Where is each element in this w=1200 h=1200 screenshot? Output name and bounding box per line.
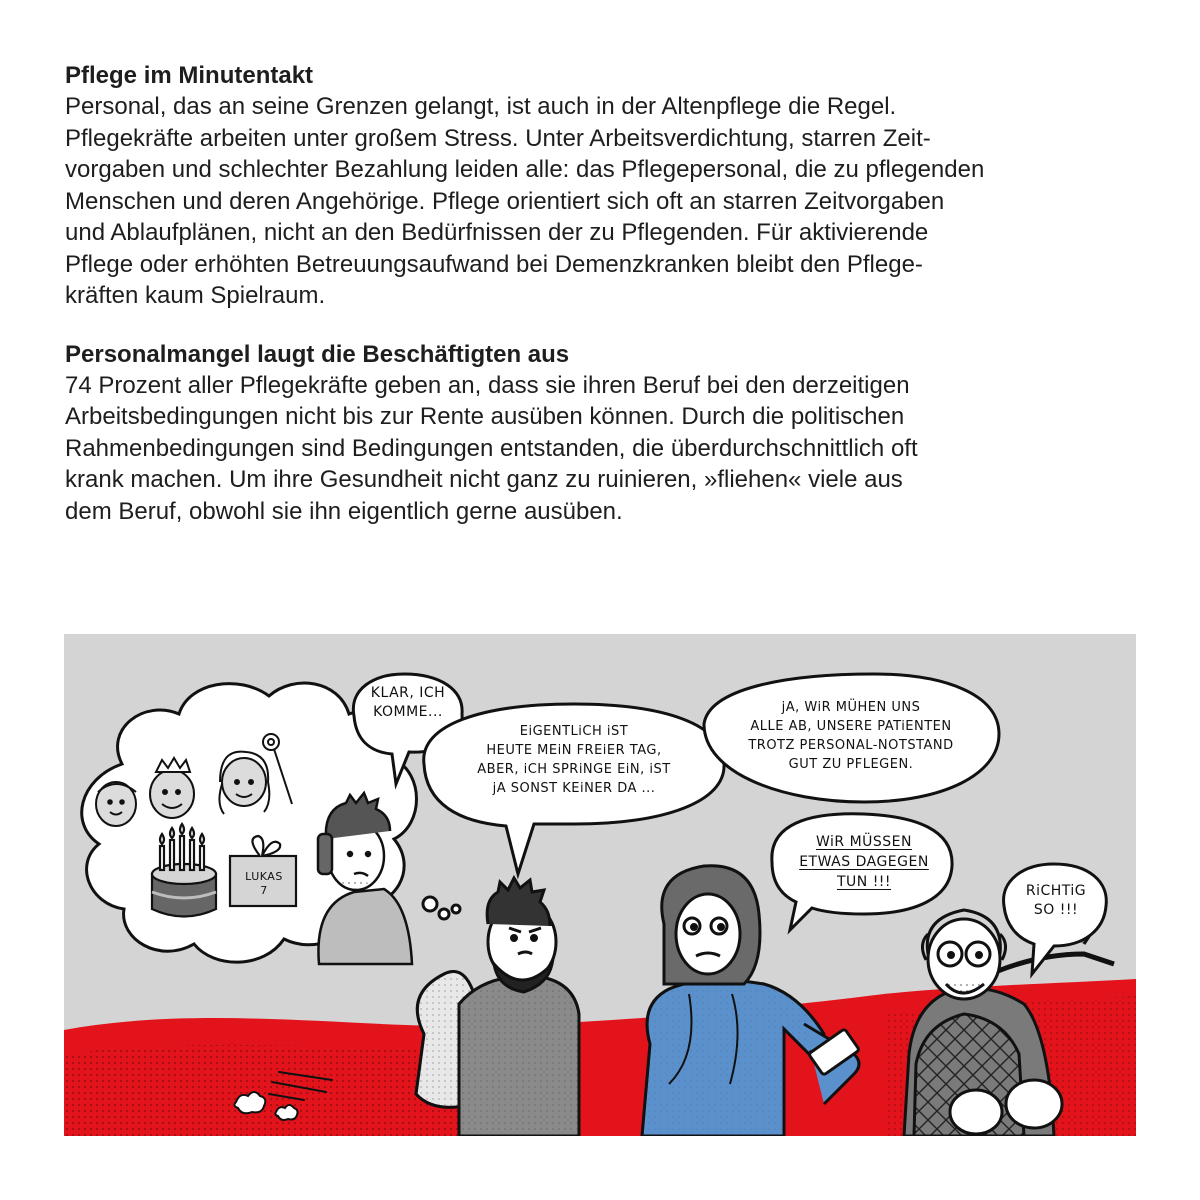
worker-bubble-text [444,722,704,798]
bubble-line: ETWAS DAGEGEN [799,854,929,870]
bubble-line: ALLE AB, UNSERE PATiENTEN [750,719,952,734]
paragraph-line: krank machen. Um ihre Gesundheit nicht ganz zu ruinieren, »fliehen« viele aus [65,466,903,493]
section-heading: Pflege im Minutentakt [65,62,314,89]
nurse-bubble-bottom-text [784,832,944,892]
section-paragraph [65,370,1145,528]
paragraph-line: Rahmenbedingungen sind Bedingungen entstanden, die überdurchschnittlich oft [65,434,918,462]
section-pflege-im-minutentakt [65,60,1145,312]
paragraph-line: vorgaben und schlechter Bezahlung leiden alle: das Pflegepersonal, die zu pflegenden [65,156,985,183]
gift-label [234,870,294,898]
bubble-line: TROTZ PERSONAL-NOTSTAND [748,738,954,753]
bubble-line: RiCHTiG [1025,883,1087,899]
paragraph-line: und Ablaufplänen, nicht an den Bedürfnissen der zu Pflegenden. Für aktivierende [65,219,929,246]
section-personalmangel [65,339,1145,528]
patient-bubble-text [1012,882,1100,920]
phone-bubble-text [358,684,458,722]
paragraph-line: Personal, das an seine Grenzen gelangt, ist auch in der Altenpflege die Regel. [65,93,897,120]
paragraph-line: 74 Prozent aller Pflegekräfte geben an, dass sie ihren Beruf bei den derzeitigen [65,371,910,399]
paragraph-line: Arbeitsbedingungen nicht bis zur Rente ausüben können. Durch die politischen [65,403,905,430]
bubble-line: HEUTE MEiN FREiER TAG, [486,743,662,758]
bubble-line: SO !!! [1033,902,1079,918]
bubble-line: jA SONST KEiNER DA ... [492,781,656,796]
nurse-bubble-top-text [720,698,982,774]
paragraph-line: Pflegekräfte arbeiten unter großem Stress. Unter Arbeitsverdichtung, starren Zeit- [65,124,931,152]
bubble-line: EiGENTLiCH iST [519,724,629,739]
bubble-line: TUN !!! [836,874,892,890]
bubble-line: KOMME... [373,704,443,720]
bubble-line: jA, WiR MÜHEN UNS [781,700,921,715]
section-paragraph [65,91,1145,312]
comic-illustration [64,634,1136,1136]
gift-number: 7 [260,884,268,897]
bubble-line: GUT ZU PFLEGEN. [788,757,914,772]
bubble-line: ABER, iCH SPRiNGE EiN, iST [477,762,671,777]
paragraph-line: kräften kaum Spielraum. [65,282,326,309]
bubble-line: WiR MÜSSEN [815,834,913,850]
paragraph-line: dem Beruf, obwohl sie ihn eigentlich gerne ausüben. [65,497,623,525]
gift-name: LUKAS [245,870,283,883]
paragraph-line: Pflege oder erhöhten Betreuungsaufwand bei Demenzkranken bleibt den Pflege- [65,250,923,278]
bubble-line: KLAR, ICH [370,685,446,701]
paragraph-line: Menschen und deren Angehörige. Pflege orientiert sich oft an starren Zeitvorgaben [65,187,945,215]
article-text [65,60,1145,527]
section-heading: Personalmangel laugt die Beschäftigten aus [65,340,570,368]
